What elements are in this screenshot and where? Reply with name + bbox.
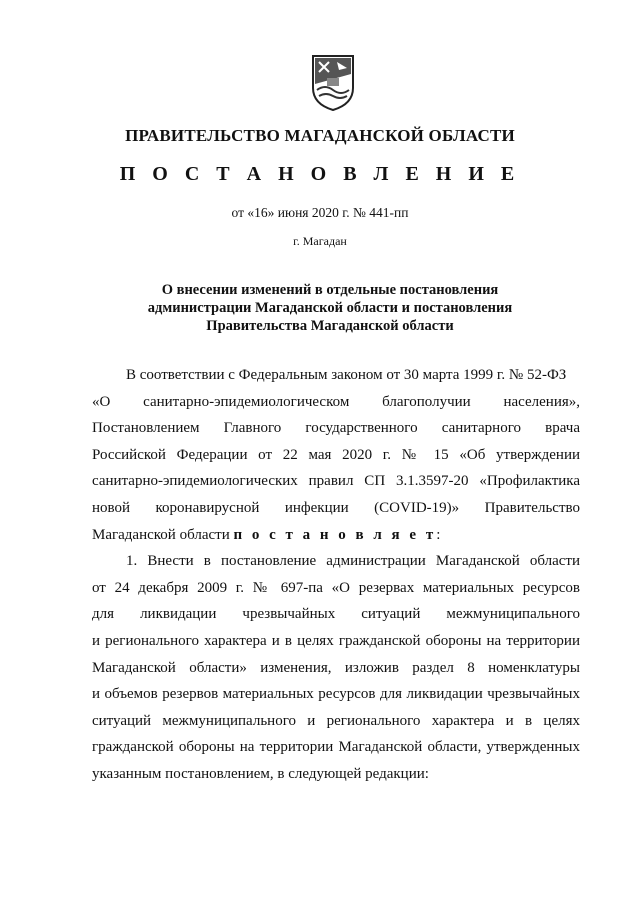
document-type: П О С Т А Н О В Л Е Н И Е <box>119 163 521 185</box>
decree-colon: : <box>436 526 441 543</box>
title-line: администрации Магаданской области и постановления <box>147 300 513 316</box>
document-body <box>92 362 580 788</box>
body-line-decree <box>92 522 580 549</box>
body-line: Постановлением Главного государственного санитарного врача <box>92 420 580 437</box>
date-number: от «16» июня 2020 г. № 441-пп <box>231 205 409 220</box>
organization-name: ПРАВИТЕЛЬСТВО МАГАДАНСКОЙ ОБЛАСТИ <box>125 126 515 145</box>
title-line: О внесении изменений в отдельные постановления <box>161 282 499 298</box>
body-line: для ликвидации чрезвычайных ситуаций межмуниципального <box>92 606 580 623</box>
body-line: и объемов резервов материальных ресурсов для ликвидации чрезвычайных <box>92 686 580 703</box>
body-line: ситуаций межмуниципального и регионального характера и в целях <box>92 712 580 729</box>
document-title <box>100 281 560 335</box>
body-line: 1. Внести в постановление администрации Магаданской области <box>126 553 580 570</box>
body-line: Магаданской области» изменения, изложив раздел 8 номенклатуры <box>92 659 580 676</box>
magadan-coat-of-arms-icon <box>311 54 355 112</box>
body-text: Магаданской области <box>92 526 230 543</box>
body-line: от 24 декабря 2009 г. № 697-па «О резервах материальных ресурсов <box>92 579 580 596</box>
city: г. Магадан <box>293 234 347 248</box>
decree-word: п о с т а н о в л я е т <box>233 526 437 543</box>
body-line: новой коронавирусной инфекции (COVID-19)» Правительство <box>92 499 580 516</box>
body-line: указанным постановлением, в следующей редакции: <box>92 765 429 782</box>
title-line: Правительства Магаданской области <box>206 318 454 334</box>
body-line: «О санитарно-эпидемиологическом благополучии населения», <box>92 393 580 410</box>
body-line: Российской Федерации от 22 мая 2020 г. № 15 «Об утверждении <box>92 446 580 463</box>
body-line: В соответствии с Федеральным законом от 30 марта 1999 г. № 52-ФЗ <box>126 367 567 383</box>
body-line: и регионального характера и в целях гражданской обороны на территории <box>92 632 580 649</box>
body-line: гражданской обороны на территории Магаданской области, утвержденных <box>92 739 580 756</box>
body-line: санитарно-эпидемиологических правил СП 3.1.3597-20 «Профилактика <box>92 473 580 490</box>
